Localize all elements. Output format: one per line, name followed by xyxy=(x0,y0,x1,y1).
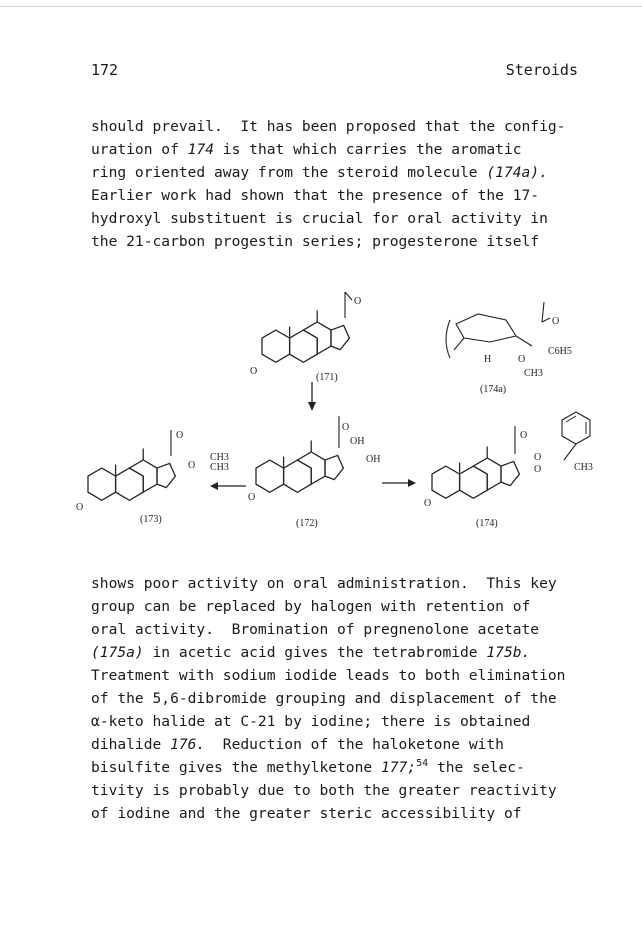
text-line: of iodine and the greater steric accessibility of xyxy=(91,805,522,822)
compound-label-174a: (174a) xyxy=(480,384,507,395)
atom-label: O xyxy=(342,422,350,433)
atom-label: O xyxy=(424,498,432,509)
text-line: of the 5,6-dibromide grouping and displacement of the xyxy=(91,690,557,707)
structure-172 xyxy=(248,416,380,529)
structure-174 xyxy=(424,412,593,529)
atom-label: O xyxy=(534,452,542,463)
atom-label: OH xyxy=(350,436,365,447)
compound-label-173: (173) xyxy=(140,514,162,525)
atom-label: O xyxy=(518,354,526,365)
text-line: should prevail. It has been proposed that the config- xyxy=(91,118,566,135)
text-line: shows poor activity on oral administration. This key xyxy=(91,575,557,592)
compound-label-172: (172) xyxy=(296,518,318,529)
structure-171 xyxy=(250,292,361,383)
text-line: group can be replaced by halogen with retention of xyxy=(91,598,531,615)
text-line: (175a) in acetic acid gives the tetrabromide 175b. xyxy=(91,644,531,661)
compound-ref: 174 xyxy=(187,141,215,158)
atom-label: CH3 xyxy=(524,368,543,379)
structure-173 xyxy=(76,430,229,525)
atom-label: O xyxy=(188,460,196,471)
text-line: α-keto halide at C-21 by iodine; there is obtained xyxy=(91,713,531,730)
compound-label-174: (174) xyxy=(476,518,498,529)
atom-label: C6H5 xyxy=(548,346,572,357)
structure-174a xyxy=(446,302,572,395)
text-line: dihalide 176. Reduction of the haloketone with xyxy=(91,736,504,753)
text-line: ring oriented away from the steroid molecule (174a). xyxy=(91,164,548,181)
atom-label: CH3 xyxy=(210,452,229,463)
atom-label: O xyxy=(520,430,528,441)
atom-label: OH xyxy=(366,454,381,465)
text-line: Treatment with sodium iodide leads to both elimination xyxy=(91,667,566,684)
atom-label: CH3 xyxy=(210,462,229,473)
atom-label: CH3 xyxy=(574,462,593,473)
text-line: bisulfite gives the methylketone 177;$^{54}$ the selec- xyxy=(91,758,525,776)
atom-label: O xyxy=(248,492,256,503)
reaction-arrow-right xyxy=(382,479,416,487)
atom-label: O xyxy=(176,430,184,441)
atom-label: O xyxy=(250,366,258,377)
compound-ref: 176. xyxy=(170,736,206,753)
top-rule xyxy=(0,6,642,7)
footnote-ref: 54 xyxy=(416,758,429,770)
text-line: tivity is probably due to both the greater reactivity xyxy=(91,782,557,799)
atom-label: O xyxy=(534,464,542,475)
page-number: 172 xyxy=(91,61,119,79)
atom-label: O xyxy=(552,316,560,327)
reaction-arrow-down xyxy=(308,382,316,411)
atom-label: H xyxy=(484,354,492,365)
paragraph-bottom xyxy=(91,572,611,825)
text-line: the 21-carbon progestin series; progesterone itself xyxy=(91,233,540,250)
reaction-arrow-left xyxy=(210,482,246,490)
text-line: Earlier work had shown that the presence of the 17- xyxy=(91,187,540,204)
text-line: oral activity. Bromination of pregnenolone acetate xyxy=(91,621,540,638)
paragraph-top xyxy=(91,115,611,253)
text-line: uration of 174 is that which carries the aromatic xyxy=(91,141,522,158)
text-line: hydroxyl substituent is crucial for oral activity in xyxy=(91,210,548,227)
compound-ref: (174a). xyxy=(486,164,548,181)
atom-label: O xyxy=(354,296,362,307)
compound-label-171: (171) xyxy=(316,372,338,383)
compound-ref: (175a) xyxy=(91,644,144,661)
atom-label: O xyxy=(76,502,84,513)
compound-ref: 175b. xyxy=(486,644,531,661)
compound-ref: 177; xyxy=(380,759,417,776)
running-title: Steroids xyxy=(505,61,578,79)
reaction-scheme-figure xyxy=(70,280,610,550)
